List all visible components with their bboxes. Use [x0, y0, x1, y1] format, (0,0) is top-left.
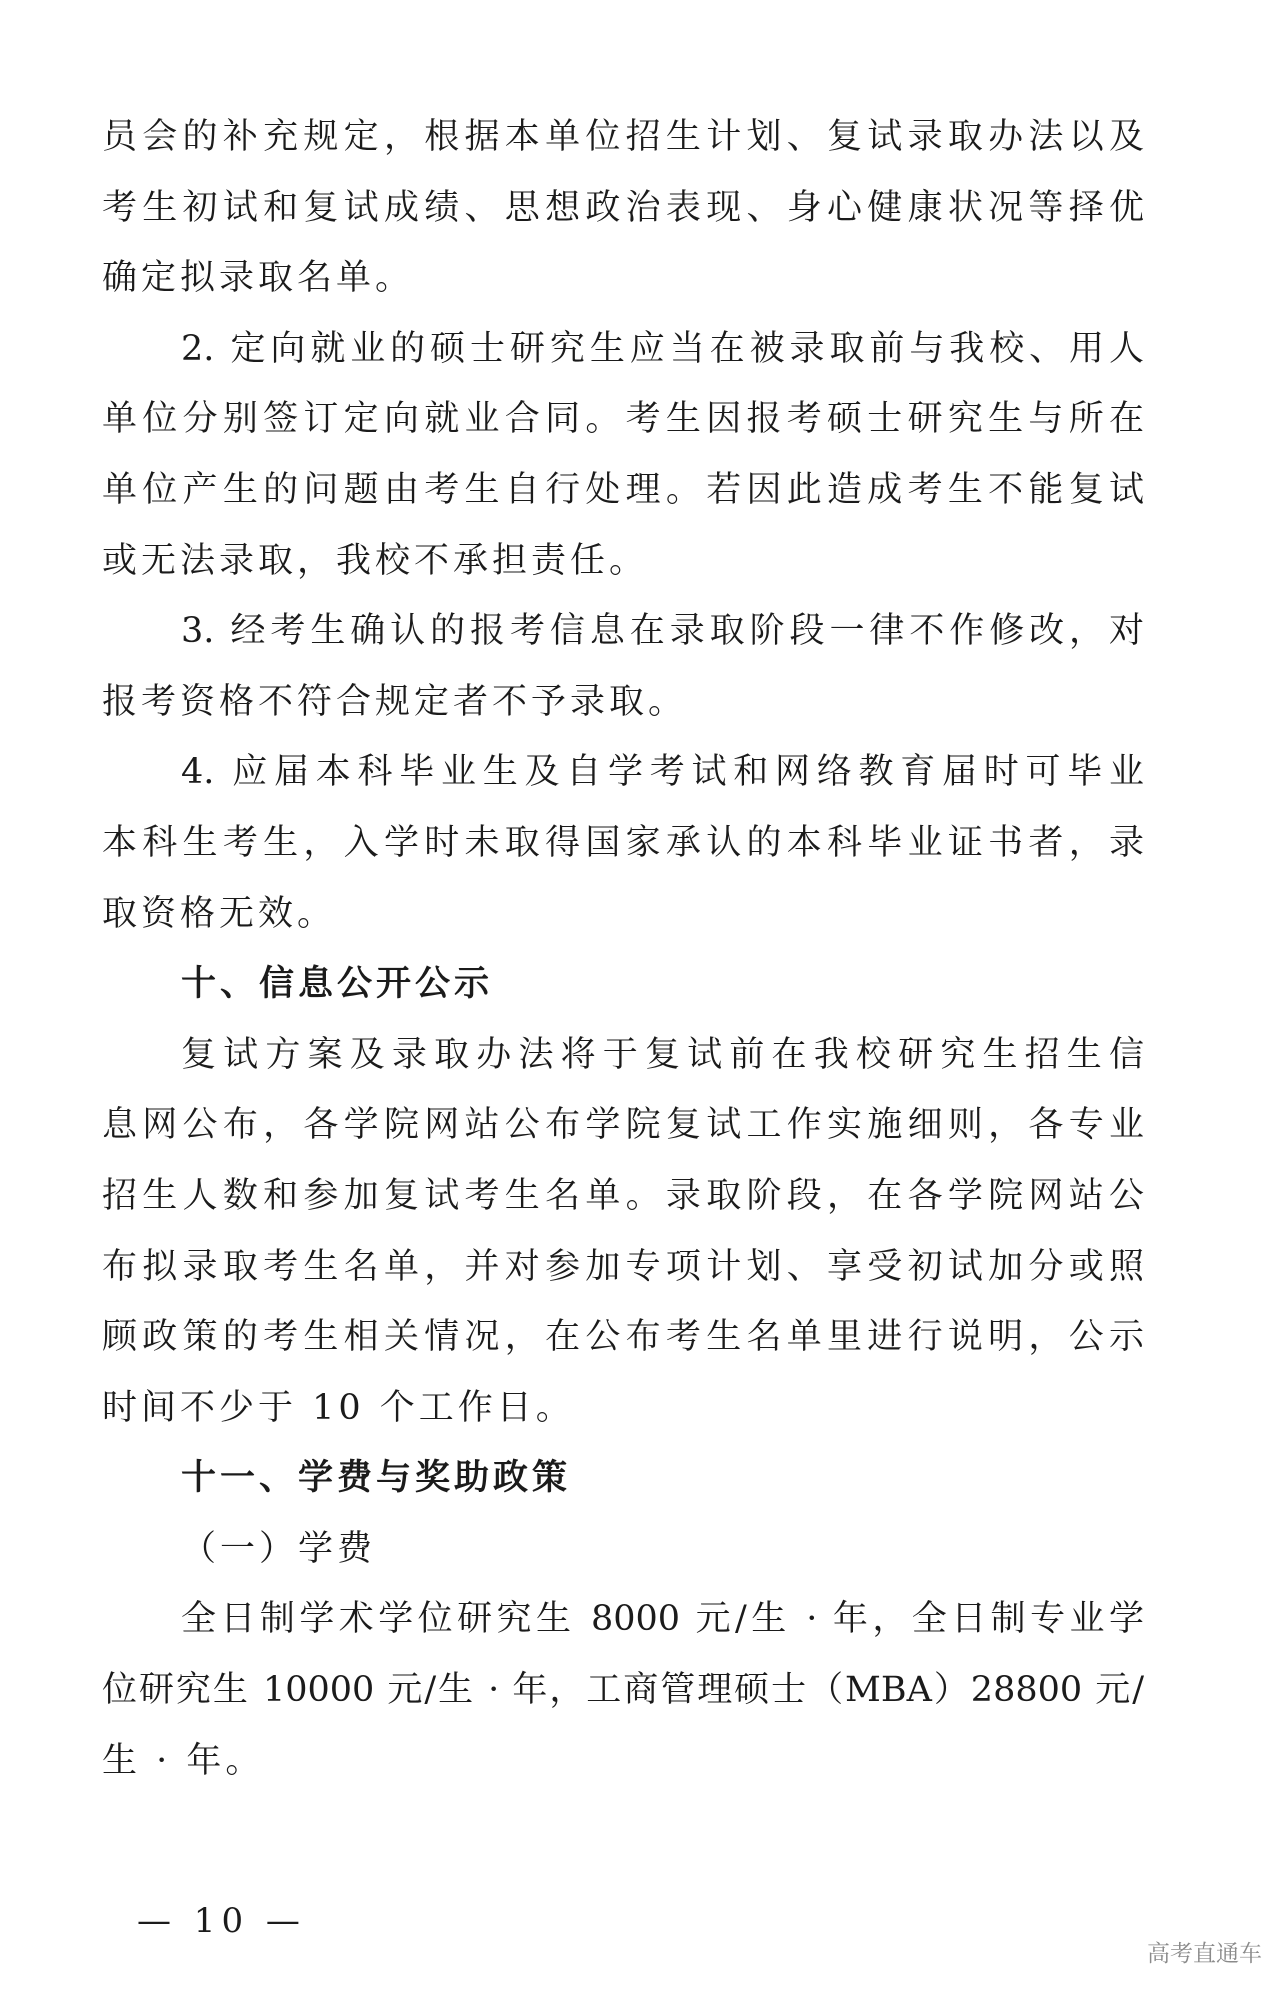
section-heading: 十一、学费与奖助政策	[181, 1457, 572, 1499]
text-line: 报考资格不符合规定者不予录取。	[102, 681, 688, 722]
text-line: 招生人数和参加复试考生名单。录取阶段，在各学院网站公	[102, 1175, 1144, 1216]
subsection-heading: （一）学费	[181, 1528, 377, 1569]
text-line: 时间不少于 10 个工作日。	[102, 1387, 575, 1428]
paragraph-tuition	[102, 1584, 1144, 1796]
paragraph-registration-info	[102, 596, 1144, 737]
text-line: 4. 应届本科毕业生及自学考试和网络教育届时可毕业	[181, 752, 1144, 793]
paragraph-disclosure	[102, 1020, 1144, 1444]
paragraph-graduates	[102, 737, 1144, 949]
document-body	[102, 102, 1144, 1796]
text-line: 复试方案及录取办法将于复试前在我校研究生招生信	[181, 1034, 1144, 1075]
section-heading-tuition	[102, 1443, 1144, 1514]
text-line: 3. 经考生确认的报考信息在录取阶段一律不作修改，对	[181, 611, 1144, 652]
text-line: 息网公布，各学院网站公布学院复试工作实施细则，各专业	[102, 1105, 1144, 1146]
text-line: 布拟录取考生名单，并对参加专项计划、享受初试加分或照	[102, 1246, 1144, 1287]
text-line: 员会的补充规定，根据本单位招生计划、复试录取办法以及	[102, 117, 1144, 157]
text-line: 单位产生的问题由考生自行处理。若因此造成考生不能复试	[102, 469, 1144, 510]
text-line: 全日制学术学位研究生 8000 元/生 · 年，全日制专业学	[181, 1599, 1144, 1640]
text-line: 顾政策的考生相关情况，在公布考生名单里进行说明，公示	[102, 1317, 1144, 1358]
text-line: 生 · 年。	[102, 1740, 265, 1781]
text-line: 2. 定向就业的硕士研究生应当在被录取前与我校、用人	[181, 328, 1144, 369]
text-line: 取资格无效。	[102, 893, 337, 934]
section-heading: 十、信息公开公示	[181, 963, 494, 1005]
paragraph-directed-employment	[102, 314, 1144, 596]
text-line: 考生初试和复试成绩、思想政治表现、身心健康状况等择优	[102, 187, 1144, 228]
text-line: 本科生考生，入学时未取得国家承认的本科毕业证书者，录	[102, 822, 1144, 863]
section-heading-disclosure	[102, 949, 1144, 1020]
text-line: 确定拟录取名单。	[102, 258, 415, 299]
text-line: 位研究生 10000 元/生 · 年，工商管理硕士（MBA）28800 元/	[102, 1670, 1144, 1711]
paragraph-admission-list	[102, 102, 1144, 314]
text-line: 或无法录取，我校不承担责任。	[102, 540, 649, 581]
watermark: 高考直通车	[1147, 1941, 1262, 1967]
page-number: — 10 —	[137, 1901, 306, 1941]
subheading-tuition	[102, 1514, 1144, 1585]
text-line: 单位分别签订定向就业合同。考生因报考硕士研究生与所在	[102, 399, 1144, 440]
